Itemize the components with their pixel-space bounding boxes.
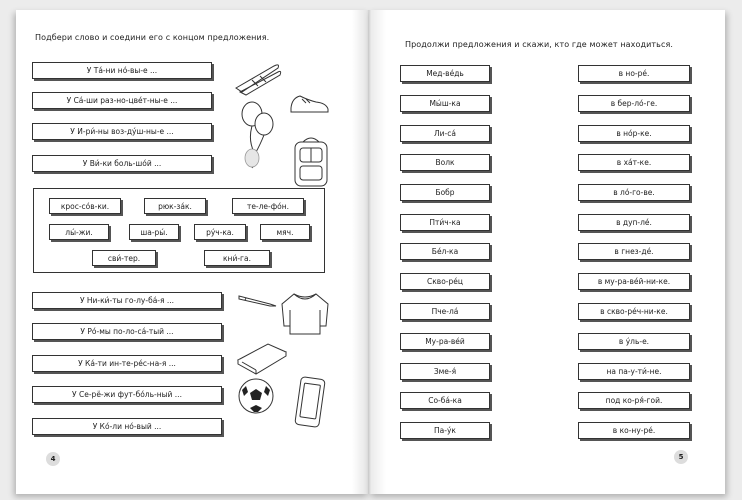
animal-box: Пти́ч-ка (400, 214, 490, 231)
word-option: рюк-за́к. (144, 198, 206, 214)
animal-box: Мед-ве́дь (400, 65, 490, 82)
place-box: в скво-ре́ч-ни-ке. (578, 303, 690, 320)
place-box: в ло́-го-ве. (578, 184, 690, 201)
animal-box: Му-ра-ве́й (400, 333, 490, 350)
word-option: те-ле-фо́н. (232, 198, 304, 214)
place-box: в но́р-ке. (578, 125, 690, 142)
left-instruction: Подбери слово и соедини его с концом предложения. (35, 33, 270, 42)
animal-box: Ли-са́ (400, 125, 490, 142)
place-box: на па-у-ти́-не. (578, 363, 690, 380)
place-box: в ко-ну-ре́. (578, 422, 690, 439)
word-option: ру́ч-ка. (194, 224, 246, 240)
place-box: в дуп-ле́. (578, 214, 690, 231)
sentence-box: У Ро́-мы по-ло-са́-тый ... (32, 323, 222, 340)
page-number: 5 (674, 450, 688, 464)
animal-box: Пче-ла́ (400, 303, 490, 320)
animal-box: Скво-ре́ц (400, 273, 490, 290)
animal-box: Зме-я́ (400, 363, 490, 380)
place-box: в му-ра-ве́й-ни-ке. (578, 273, 690, 290)
word-option: ша-ры́. (129, 224, 179, 240)
sweater-icon (278, 290, 332, 336)
animal-box: Мы́ш-ка (400, 95, 490, 112)
sentence-box: У Ни-ки́-ты го-лу-ба́-я ... (32, 292, 222, 309)
place-box: в ха́т-ке. (578, 154, 690, 171)
word-option: крос-со́в-ки. (49, 198, 121, 214)
sentence-box: У Се-рё-жи фут-бо́ль-ный ... (32, 386, 222, 403)
place-box: в у́ль-е. (578, 333, 690, 350)
backpack-icon (290, 134, 332, 190)
balloons-icon (238, 100, 278, 170)
sentence-box: У Ко́-ли но́-вый ... (32, 418, 222, 435)
animal-box: Па-у́к (400, 422, 490, 439)
pen-icon (236, 292, 280, 308)
sneakers-icon (288, 90, 332, 116)
place-box: в гнез-де́. (578, 243, 690, 260)
animal-box: Волк (400, 154, 490, 171)
animal-box: Бе́л-ка (400, 243, 490, 260)
page-number: 4 (46, 452, 60, 466)
soccer-ball-icon (236, 376, 276, 416)
animal-box: Бобр (400, 184, 490, 201)
place-box: в но-ре́. (578, 65, 690, 82)
right-instruction: Продолжи предложения и скажи, кто где может находиться. (405, 40, 674, 49)
word-bank (33, 188, 325, 273)
left-page (16, 10, 369, 494)
word-option: лы́-жи. (49, 224, 109, 240)
animal-box: Со-ба́-ка (400, 392, 490, 409)
sentence-box: У И-ри́-ны воз-ду́ш-ны-е ... (32, 123, 212, 140)
word-option: кни́-га. (204, 250, 270, 266)
skis-icon (234, 58, 282, 96)
place-box: под ко-ря́-гой. (578, 392, 690, 409)
sentence-box: У Ви́-ки боль-шо́й ... (32, 155, 212, 172)
phone-icon (294, 376, 328, 430)
sentence-box: У Са́-ши раз-но-цве́т-ны-е ... (32, 92, 212, 109)
sentence-box: У Ка́-ти ин-те-ре́с-на-я ... (32, 355, 222, 372)
place-box: в бер-ло́-ге. (578, 95, 690, 112)
right-page (369, 10, 725, 494)
word-option: мяч. (260, 224, 310, 240)
word-option: сви́-тер. (92, 250, 156, 266)
book-icon (234, 338, 290, 376)
sentence-box: У Та́-ни но́-вы-е ... (32, 62, 212, 79)
